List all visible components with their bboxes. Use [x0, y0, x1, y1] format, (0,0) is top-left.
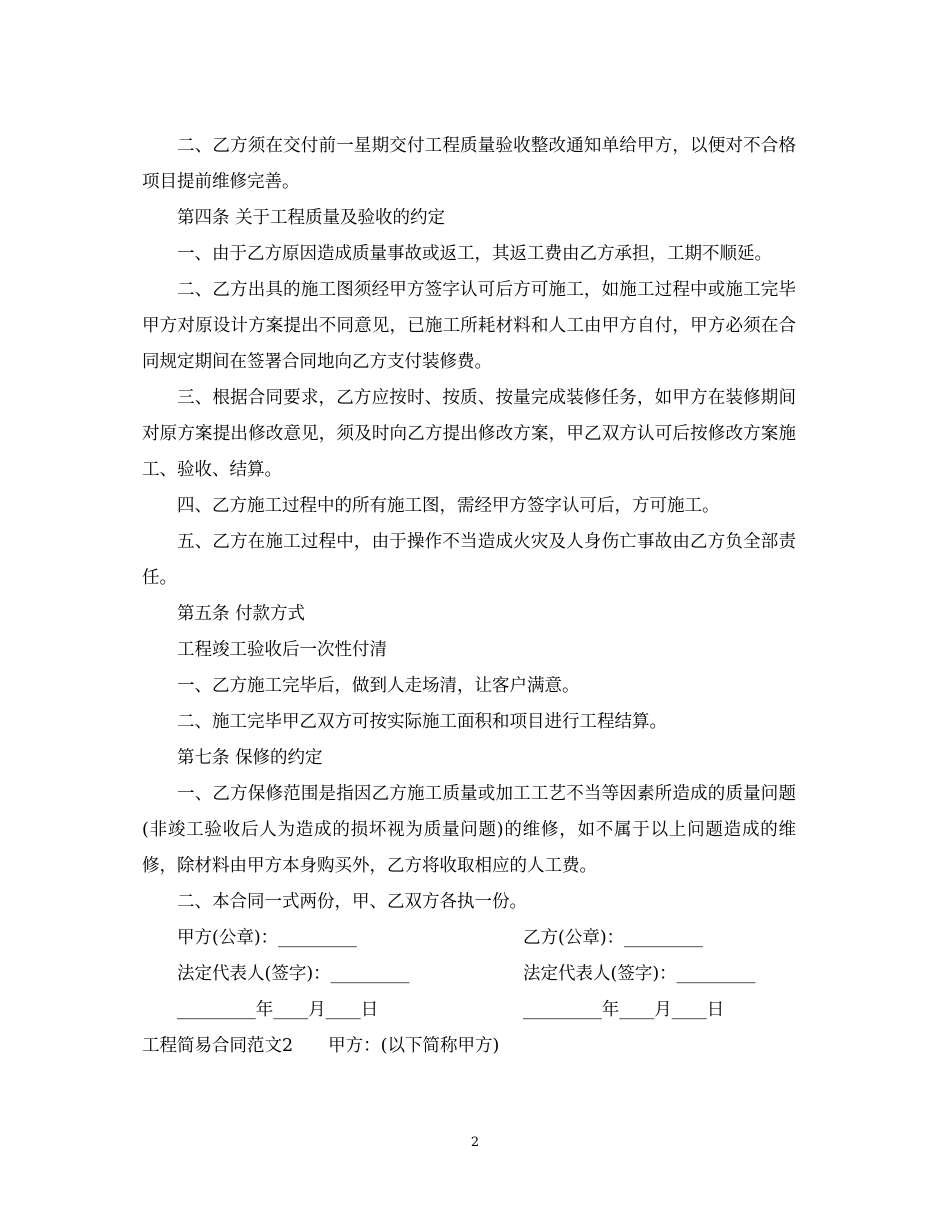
page-number: 2 — [470, 1135, 480, 1150]
party-a-date-field: _________年____月____日 — [177, 1000, 379, 1020]
party-b-seal-field: 乙方(公章)：_________ — [523, 928, 703, 948]
paragraph-contract-requirements: 三、根据合同要求，乙方应按时、按质、按量完成装修任务，如甲方在装修期间对原方案提出修改意见，须及时向乙方提出修改方案，甲乙双方认可后按修改方案施工、验收、结算。 — [142, 388, 796, 480]
paragraph-copies: 二、本合同一式两份，甲、乙双方各执一份。 — [177, 892, 527, 912]
section-heading-quality: 第四条 关于工程质量及验收的约定 — [177, 208, 446, 228]
paragraph-delivery-notice: 二、乙方须在交付前一星期交付工程质量验收整改通知单给甲方，以便对不合格项目提前维修完善。 — [142, 136, 796, 192]
paragraph-site-cleanup: 一、乙方施工完毕后，做到人走场清，让客户满意。 — [177, 676, 580, 696]
next-contract-heading: 工程简易合同范文2 甲方：(以下简称甲方) — [142, 1036, 500, 1056]
document-body — [142, 128, 796, 1064]
paragraph-drawings-approval: 二、乙方出具的施工图须经甲方签字认可后方可施工，如施工过程中或施工完毕甲方对原设计方案提出不同意见，已施工所耗材料和人工由甲方自付，甲方必须在合同规定期间在签署合同地向乙方支付装修费。 — [142, 280, 796, 372]
section-heading-payment: 第五条 付款方式 — [177, 604, 306, 624]
paragraph-payment-terms: 工程竣工验收后一次性付清 — [177, 640, 387, 660]
paragraph-settlement: 二、施工完毕甲乙双方可按实际施工面积和项目进行工程结算。 — [177, 712, 667, 732]
paragraph-liability: 五、乙方在施工过程中，由于操作不当造成火灾及人身伤亡事故由乙方负全部责任。 — [142, 532, 796, 588]
signature-row-date — [142, 992, 796, 1028]
section-heading-warranty: 第七条 保修的约定 — [177, 748, 323, 768]
party-b-representative-field: 法定代表人(签字)：_________ — [523, 964, 756, 984]
party-b-date-field: _________年____月____日 — [523, 1000, 725, 1020]
party-a-seal-field: 甲方(公章)：_________ — [177, 928, 357, 948]
signature-row-seal — [142, 920, 796, 956]
paragraph-warranty-scope: 一、乙方保修范围是指因乙方施工质量或加工工艺不当等因素所造成的质量问题(非竣工验收后人为造成的损坏视为质量问题)的维修，如不属于以上问题造成的维修，除材料由甲方本身购买外，乙方将收取相应的人工费。 — [142, 784, 796, 876]
paragraph-rework: 一、由于乙方原因造成质量事故或返工，其返工费由乙方承担，工期不顺延。 — [177, 244, 772, 264]
signature-row-representative — [142, 956, 796, 992]
paragraph-construction-drawings: 四、乙方施工过程中的所有施工图，需经甲方签字认可后，方可施工。 — [177, 496, 720, 516]
party-a-representative-field: 法定代表人(签字)：_________ — [177, 964, 410, 984]
